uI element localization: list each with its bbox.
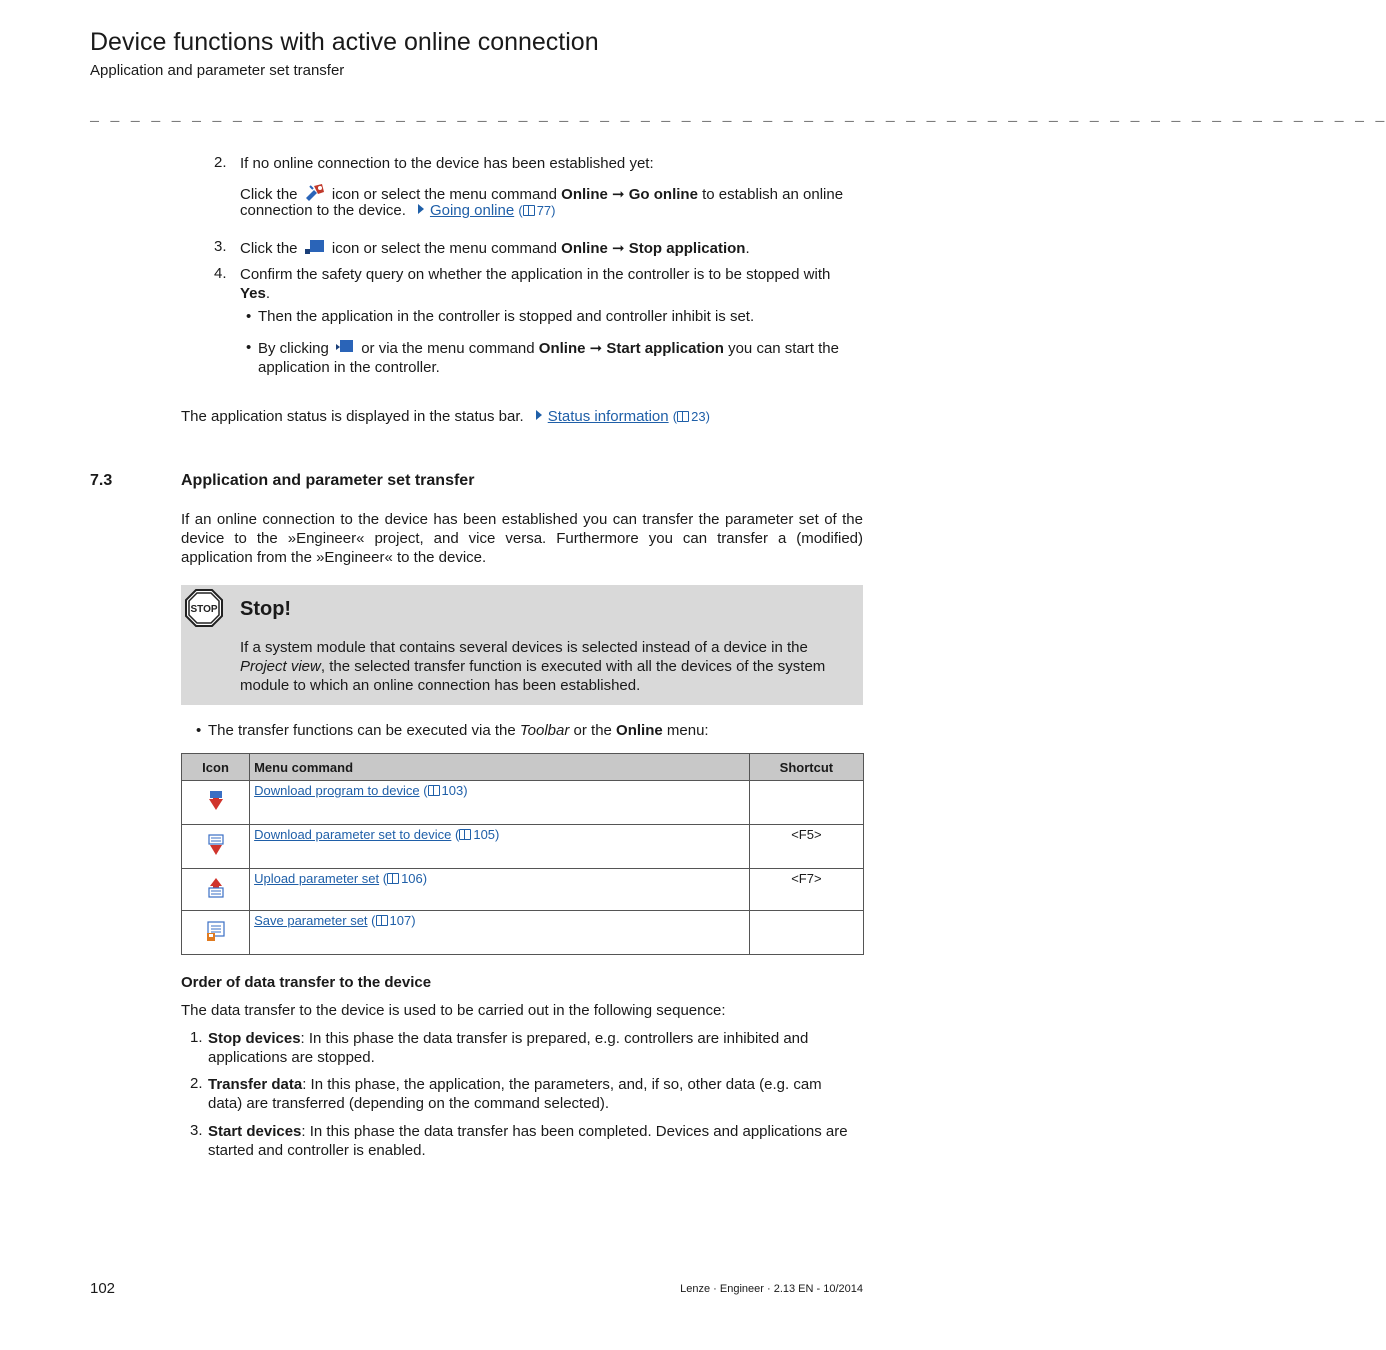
column-header-menu-command: Menu command [250, 754, 750, 781]
upload-parameter-set-link[interactable]: Upload parameter set [254, 871, 380, 886]
table-row [182, 869, 864, 911]
bullet-dot: • [196, 722, 202, 739]
list-item: Stop devices: In this phase the data transfer is prepared, e.g. controllers are inhibited and [208, 1030, 809, 1047]
section-title: Application and parameter set transfer [181, 472, 475, 489]
svg-text:STOP: STOP [190, 604, 218, 615]
paragraph-line: If an online connection to the device has been established you can transfer the parameter set of the [181, 511, 863, 528]
paragraph-line: application from the »Engineer« to the device. [181, 549, 487, 566]
header-rule: _ _ _ _ _ _ _ _ _ _ _ _ _ _ _ _ _ _ _ _ _ _ _ _ _ _ _ _ _ _ _ _ _ _ _ _ _ _ _ _ _ _ _ _ _ _ _ _ _ _ _ _ _ _ _ _ _ _ _ _ _ _ _ _ [90, 108, 1386, 125]
stop-text: Project view, the selected transfer function is executed with all the devices of the system [240, 658, 826, 675]
download-program-icon[interactable] [207, 800, 225, 815]
shortcut-cell [749, 911, 863, 955]
transfer-functions-table [181, 753, 864, 955]
section-number: 7.3 [90, 472, 113, 489]
table-header-row [182, 754, 864, 781]
step-text-cont: Yes. [240, 285, 271, 302]
upload-parameter-set-icon[interactable] [207, 887, 225, 902]
table-row [182, 911, 864, 955]
column-header-icon: Icon [182, 754, 250, 781]
book-icon [376, 915, 388, 926]
stop-title: Stop! [240, 598, 292, 620]
list-item-cont: data) are transferred (depending on the command selected). [208, 1095, 610, 1112]
book-icon [387, 873, 399, 884]
bullet-dot: • [246, 308, 252, 325]
column-header-shortcut: Shortcut [749, 754, 863, 781]
footer-document-info: Lenze · Engineer · 2.13 EN - 10/2014 [680, 1283, 863, 1295]
shortcut-cell [749, 781, 863, 825]
book-icon [523, 205, 535, 216]
stop-application-icon[interactable] [304, 238, 326, 261]
stop-text: If a system module that contains several devices is selected instead of a device in the [240, 639, 808, 656]
book-icon [459, 829, 471, 840]
step-text: Click the icon or select the menu command Online ➞ Stop application. [240, 238, 750, 261]
page-header-subtitle: Application and parameter set transfer [90, 62, 345, 79]
list-item-cont: applications are stopped. [208, 1049, 375, 1066]
section-paragraph [181, 510, 863, 567]
subsection-heading: Order of data transfer to the device [181, 974, 432, 991]
shortcut-cell: <F7> [749, 869, 863, 911]
bullet-text: Then the application in the controller is stopped and controller inhibit is set. [258, 308, 755, 325]
step-instruction-cont: connection to the device. Going online ( 77) [240, 202, 556, 219]
page-ref[interactable]: ( 23) [672, 409, 710, 424]
status-paragraph: The application status is displayed in the status bar. Status information ( 23) [181, 408, 710, 425]
page-ref[interactable]: ( 103) [423, 783, 468, 798]
page-ref[interactable]: ( 107) [371, 913, 416, 928]
book-icon [677, 411, 689, 422]
order-intro: The data transfer to the device is used to be carried out in the following sequence: [181, 1002, 726, 1019]
book-icon [428, 785, 440, 796]
shortcut-cell: <F5> [749, 825, 863, 869]
stop-sign-icon [185, 589, 223, 632]
step-number: 3. [214, 238, 227, 255]
bullet-text: By clicking or via the menu command Online ➞ Start application you can start the [258, 338, 839, 361]
link-arrow-icon [536, 410, 542, 420]
page-ref[interactable]: ( 106) [382, 871, 428, 886]
status-information-link[interactable]: Status information [547, 408, 669, 425]
table-row [182, 825, 864, 869]
page-number: 102 [90, 1280, 116, 1297]
list-item: Start devices: In this phase the data transfer has been completed. Devices and applications are [208, 1123, 848, 1140]
table-row [182, 781, 864, 825]
step-number: 2. [214, 154, 227, 171]
page-header-title: Device functions with active online connection [90, 28, 599, 56]
download-parameter-set-icon[interactable] [207, 844, 225, 859]
download-program-link[interactable]: Download program to device [254, 783, 420, 798]
step-number: 4. [214, 265, 227, 282]
paragraph-line: device to the »Engineer« project, and vice versa. Furthermore you can transfer a (modified) [181, 530, 863, 547]
bullet-text: The transfer functions can be executed via the Toolbar or the Online menu: [208, 722, 709, 739]
page-ref[interactable]: ( 105) [455, 827, 500, 842]
list-number: 2. [190, 1075, 203, 1092]
going-online-link[interactable]: Going online [429, 202, 515, 219]
step-instruction: Click the icon or select the menu command Online ➞ Go online to establish an online [240, 182, 843, 207]
list-item-cont: started and controller is enabled. [208, 1142, 426, 1159]
step-text: If no online connection to the device has been established yet: [240, 155, 654, 172]
list-item: Transfer data: In this phase, the application, the parameters, and, if so, other data (e.g. cam [208, 1076, 822, 1093]
list-number: 3. [190, 1122, 203, 1139]
page-ref[interactable]: ( 77) [518, 203, 556, 218]
stop-text: module to which an online connection has been established. [240, 677, 641, 694]
step-text: Confirm the safety query on whether the application in the controller is to be stopped with [240, 266, 831, 283]
download-parameter-set-link[interactable]: Download parameter set to device [254, 827, 452, 842]
bullet-dot: • [246, 339, 252, 356]
save-parameter-set-link[interactable]: Save parameter set [254, 913, 368, 928]
list-number: 1. [190, 1029, 203, 1046]
bullet-text-cont: application in the controller. [258, 359, 440, 376]
save-parameter-set-icon[interactable] [206, 930, 226, 945]
link-arrow-icon [418, 204, 424, 214]
